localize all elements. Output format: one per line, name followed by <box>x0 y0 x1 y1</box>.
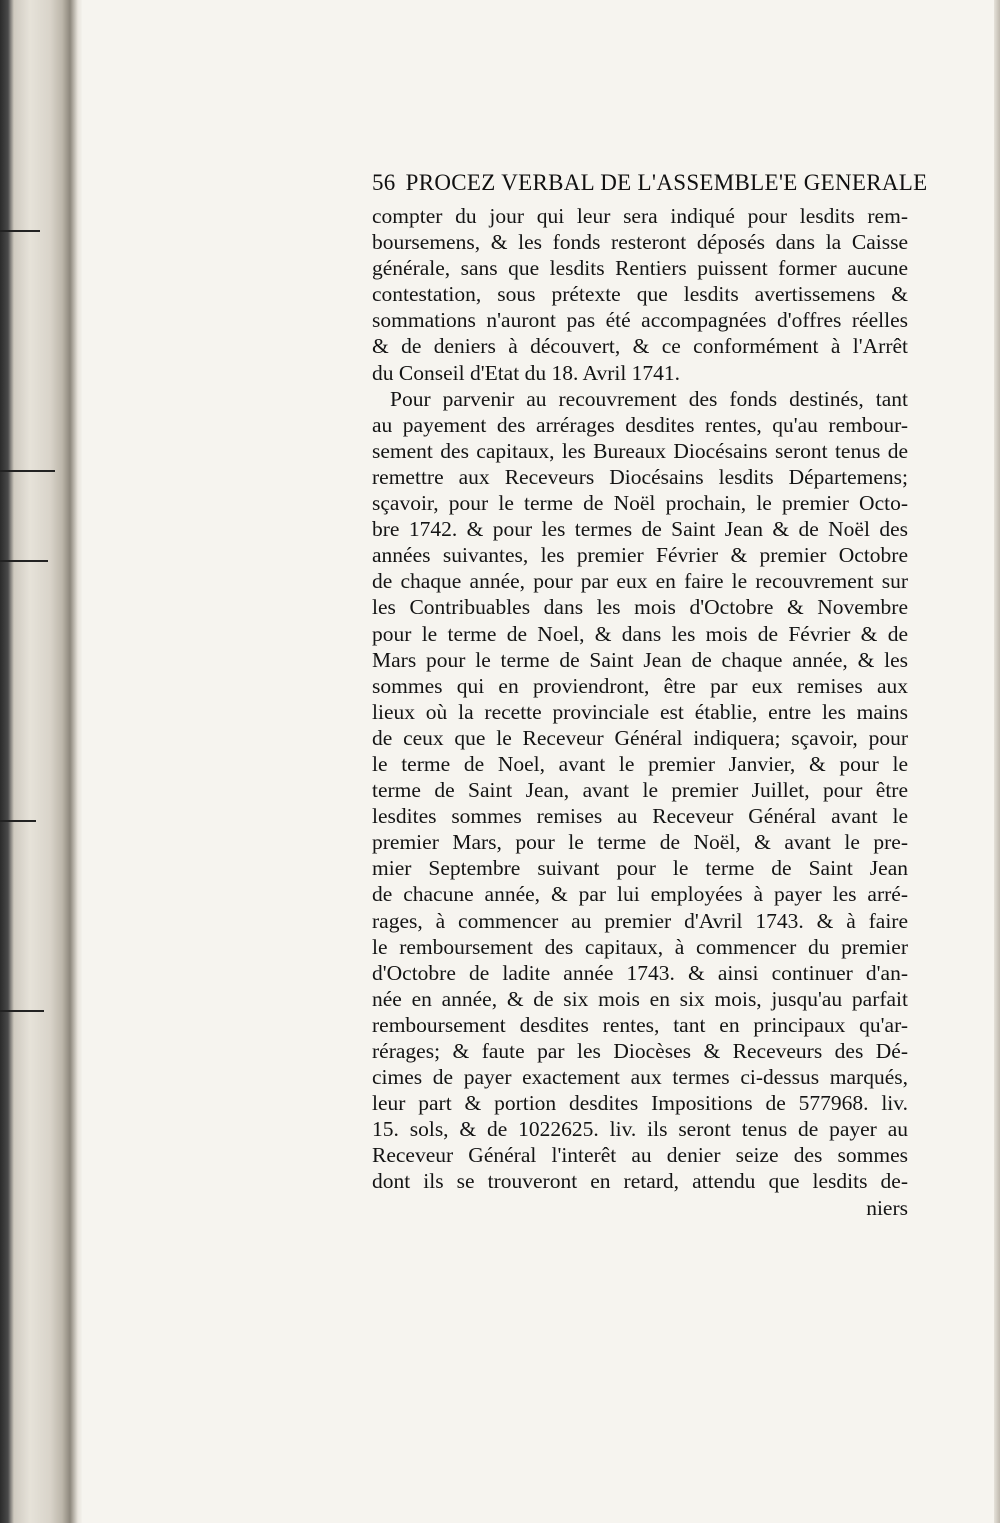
text-line: compter du jour qui leur sera indiqué pour lesdits rem- <box>372 204 908 228</box>
text-line: lieux où la recette provinciale est établie, entre les mains <box>372 699 908 724</box>
book-gutter <box>0 0 82 1523</box>
text-line: le remboursement des capitaux, à commencer du premier <box>372 934 908 959</box>
text-line: les Contribuables dans les mois d'Octobre & Novembre <box>372 595 908 620</box>
text-line: au payement des arrérages desdites rentes, qu'au rembour- <box>372 412 908 437</box>
gutter-mark <box>0 560 48 562</box>
gutter-mark <box>0 1010 44 1012</box>
text-line: sement des capitaux, les Bureaux Diocésains seront tenus de <box>372 438 908 463</box>
text-line: cimes de payer exactement aux termes ci-dessus marqués, <box>372 1065 908 1090</box>
text-line: bre 1742. & pour les termes de Saint Jean & de Noël des <box>372 517 908 542</box>
text-line: générale, sans que lesdits Rentiers puissent former aucune <box>372 256 908 281</box>
page-number: 56 <box>372 170 396 195</box>
text-line: mier Septembre suivant pour le terme de Saint Jean <box>372 856 908 881</box>
text-line: Receveur Général l'interêt au denier seize des sommes <box>372 1143 908 1168</box>
gutter-mark <box>0 230 40 232</box>
text-line: de chaque année, pour par eux en faire le recouvrement sur <box>372 569 908 594</box>
text-line: remettre aux Receveurs Diocésains lesdits Départemens; <box>372 464 908 489</box>
text-line: rages, à commencer au premier d'Avril 1743. & à faire <box>372 908 908 933</box>
text-line: contestation, sous prétexte que lesdits avertissemens & <box>372 282 908 307</box>
text-line: de ceux que le Receveur Général indiquera; sçavoir, pour <box>372 725 908 750</box>
text-line: sçavoir, pour le terme de Noël prochain, le premier Octo- <box>372 491 908 516</box>
text-line: rérages; & faute par les Diocèses & Receveurs des Dé- <box>372 1039 908 1063</box>
page-edge <box>994 0 1000 1523</box>
text-line: pour le terme de Noel, & dans les mois de Février & de <box>372 621 908 646</box>
text-line: remboursement desdites rentes, tant en principaux qu'ar- <box>372 1012 908 1037</box>
text-line: leur part & portion desdites Impositions de 577968. liv. <box>372 1091 908 1116</box>
text-line: lesdites sommes remises au Receveur Général avant le <box>372 804 908 829</box>
text-line: Pour parvenir au recouvrement des fonds destinés, tant <box>390 386 908 411</box>
text-line: le terme de Noel, avant le premier Janvier, & pour le <box>372 751 908 776</box>
running-header <box>372 170 928 196</box>
text-line: 15. sols, & de 1022625. liv. ils seront tenus de payer au <box>372 1117 908 1142</box>
text-line: Mars pour le terme de Saint Jean de chaque année, & les <box>372 647 908 672</box>
running-title: PROCEZ VERBAL DE L'ASSEMBLE'E GENERALE <box>405 170 928 195</box>
text-line: premier Mars, pour le terme de Noël, & avant le pre- <box>372 830 908 855</box>
text-line: sommes qui en proviendront, être par eux remises aux <box>372 673 908 698</box>
text-line: boursemens, & les fonds resteront déposés dans la Caisse <box>372 230 908 255</box>
text-line: d'Octobre de ladite année 1743. & ainsi continuer d'an- <box>372 960 908 985</box>
text-line: & de deniers à découvert, & ce conformément à l'Arrêt <box>372 334 908 359</box>
text-line: années suivantes, les premier Février & premier Octobre <box>372 543 908 568</box>
catchword: niers <box>866 1195 908 1220</box>
text-line: terme de Saint Jean, avant le premier Juillet, pour être <box>372 778 908 803</box>
gutter-mark <box>0 470 55 472</box>
text-line: dont ils se trouveront en retard, attendu que lesdits de- <box>372 1169 908 1194</box>
gutter-mark <box>0 820 36 822</box>
body-text <box>372 203 908 1221</box>
text-line: née en année, & de six mois en six mois, jusqu'au parfait <box>372 986 908 1011</box>
text-line: du Conseil d'Etat du 18. Avril 1741. <box>372 360 681 385</box>
text-line: sommations n'auront pas été accompagnées d'offres réelles <box>372 308 908 333</box>
text-line: de chacune année, & par lui employées à payer les arré- <box>372 882 908 907</box>
